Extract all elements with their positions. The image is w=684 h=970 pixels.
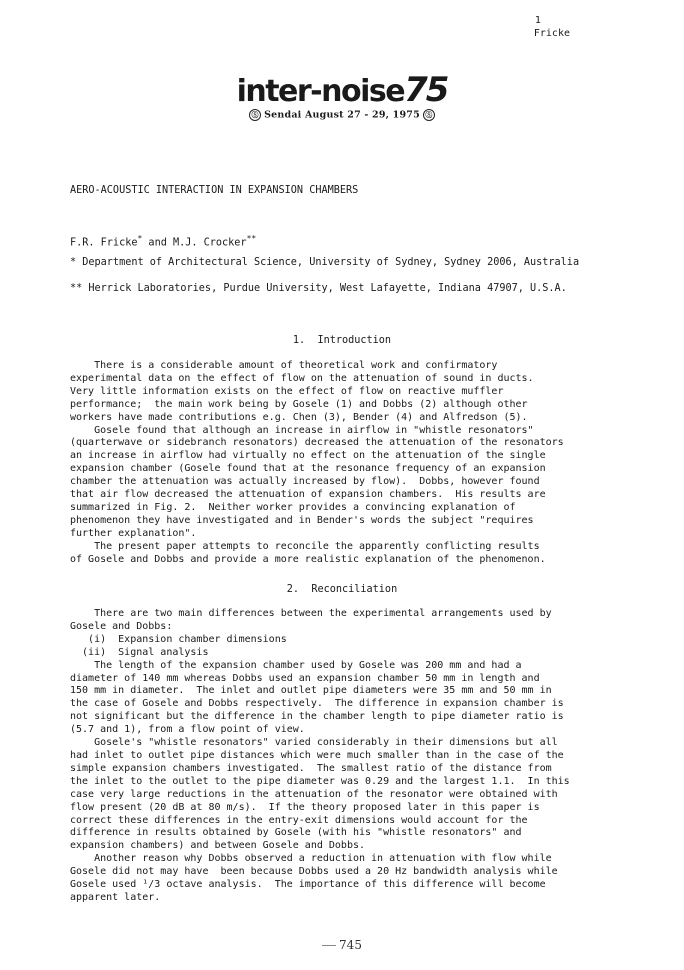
text-line: Another reason why Dobbs observed a reduction in attenuation with flow while	[70, 853, 552, 865]
section-2-body	[70, 608, 610, 905]
text-line: correct these differences in the entry-exit dimensions would account for the	[70, 814, 528, 826]
text-line: There is a considerable amount of theoretical work and confirmatory	[70, 360, 498, 371]
text-line: Gosele used ¹/3 octave analysis. The importance of this difference will become	[70, 879, 546, 891]
logo-subtitle-text: Sendai August 27 - 29, 1975	[264, 109, 420, 121]
conference-logo	[0, 70, 684, 121]
text-line: chamber the attenuation was actually increased by flow). Dobbs, however found	[70, 476, 540, 488]
section-1-body	[70, 360, 610, 567]
list-item: (i) Expansion chamber dimensions	[70, 633, 287, 645]
text-line: (5.7 and 1), from a flow point of view.	[70, 724, 305, 736]
authors-line	[70, 234, 256, 248]
text-line: the case of Gosele and Dobbs respectively. The difference in expansion chamber is	[70, 698, 564, 710]
header-author: Fricke	[533, 28, 570, 39]
author-2: M.J. Crocker	[172, 237, 247, 249]
affiliation-1: * Department of Architectural Science, University of Sydney, Sydney 2006, Australia	[70, 257, 580, 268]
footer-page-number: 745	[339, 938, 362, 952]
text-line: case very large reductions in the attenuation of the resonator were obtained with	[70, 788, 558, 800]
text-line: diameter of 140 mm whereas Dobbs used an expansion chamber 50 mm in length and	[70, 672, 540, 684]
text-line: The length of the expansion chamber used by Gosele was 200 mm and had a	[70, 659, 522, 671]
text-line: experimental data on the effect of flow on the attenuation of sound in ducts.	[70, 372, 534, 384]
page-footer	[0, 938, 684, 952]
list-item: (ii) Signal analysis	[70, 646, 209, 658]
text-line: had inlet to outlet pipe distances which were much smaller than in the case of the	[70, 749, 564, 761]
footer-dash	[322, 945, 336, 946]
text-line: expansion chamber (Gosele found that at the resonance frequency of an expansion	[70, 463, 546, 475]
text-line: that air flow decreased the attenuation of expansion chambers. His results are	[70, 489, 546, 501]
text-line: Gosele and Dobbs:	[70, 620, 173, 632]
section-heading: 1. Introduction	[292, 335, 392, 346]
text-line: Gosele did not may have been because Dobbs used a 20 Hz bandwidth analysis while	[70, 866, 558, 878]
text-line: apparent later.	[70, 891, 161, 903]
author-1: F.R. Fricke	[70, 237, 138, 249]
header-page-number: 1	[534, 15, 541, 26]
running-header	[534, 14, 570, 40]
text-line: The present paper attempts to reconcile the apparently conflicting results	[70, 540, 540, 552]
text-line: workers have made contributions e.g. Chen (3), Bender (4) and Alfredson (5).	[70, 411, 528, 423]
text-line: Very little information exists on the effect of flow on reactive muffler	[70, 385, 504, 397]
text-line: Gosele's "whistle resonators" varied considerably in their dimensions but all	[70, 737, 558, 749]
logo-year: 75	[404, 70, 448, 110]
text-line: phenomenon they have investigated and in Bender's words the subject "requires	[70, 514, 534, 526]
text-line: further explanation".	[70, 527, 197, 539]
section-heading: 2. Reconciliation	[286, 584, 398, 595]
text-line: flow present (20 dB at 80 m/s). If the theory proposed later in this paper is	[70, 801, 540, 813]
paper-title: AERO-ACOUSTIC INTERACTION IN EXPANSION CHAMBERS	[70, 185, 359, 196]
emblem-icon: Ⓢ	[249, 109, 261, 121]
text-line: (quarterwave or sidebranch resonators) decreased the attenuation of the resonators	[70, 437, 564, 449]
text-line: simple expansion chambers investigated. The smallest ratio of the distance from	[70, 762, 552, 774]
author-conjunction: and	[142, 237, 173, 249]
emblem-icon: Ⓢ	[423, 109, 435, 121]
author-1-mark: *	[137, 234, 143, 243]
text-line: There are two main differences between the experimental arrangements used by	[70, 608, 552, 619]
text-line: performance; the main work being by Gosele (1) and Dobbs (2) although other	[70, 398, 528, 410]
affiliation-2: ** Herrick Laboratories, Purdue University, West Lafayette, Indiana 47907, U.S.A.	[70, 283, 567, 294]
logo-wordmark	[0, 70, 684, 110]
text-line: the inlet to the outlet to the pipe diameter was 0.29 and the largest 1.1. In this	[70, 775, 570, 787]
logo-name: inter-noise	[236, 74, 405, 109]
text-line: difference in results obtained by Gosele (with his "whistle resonators" and	[70, 827, 522, 839]
text-line: not significant but the difference in the chamber length to pipe diameter ratio is	[70, 711, 564, 723]
logo-subtitle	[0, 109, 684, 121]
text-line: summarized in Fig. 2. Neither worker provides a convincing explanation of	[70, 501, 516, 513]
text-line: expansion chambers) and between Gosele and Dobbs.	[70, 840, 366, 852]
text-line: 150 mm in diameter. The inlet and outlet pipe diameters were 35 mm and 50 mm in	[70, 685, 552, 697]
text-line: an increase in airflow had virtually no effect on the attenuation of the single	[70, 450, 546, 462]
text-line: Gosele found that although an increase in airflow in "whistle resonators"	[70, 424, 534, 436]
text-line: of Gosele and Dobbs and provide a more realistic explanation of the phenomenon.	[70, 553, 546, 565]
author-2-mark: **	[246, 234, 257, 243]
